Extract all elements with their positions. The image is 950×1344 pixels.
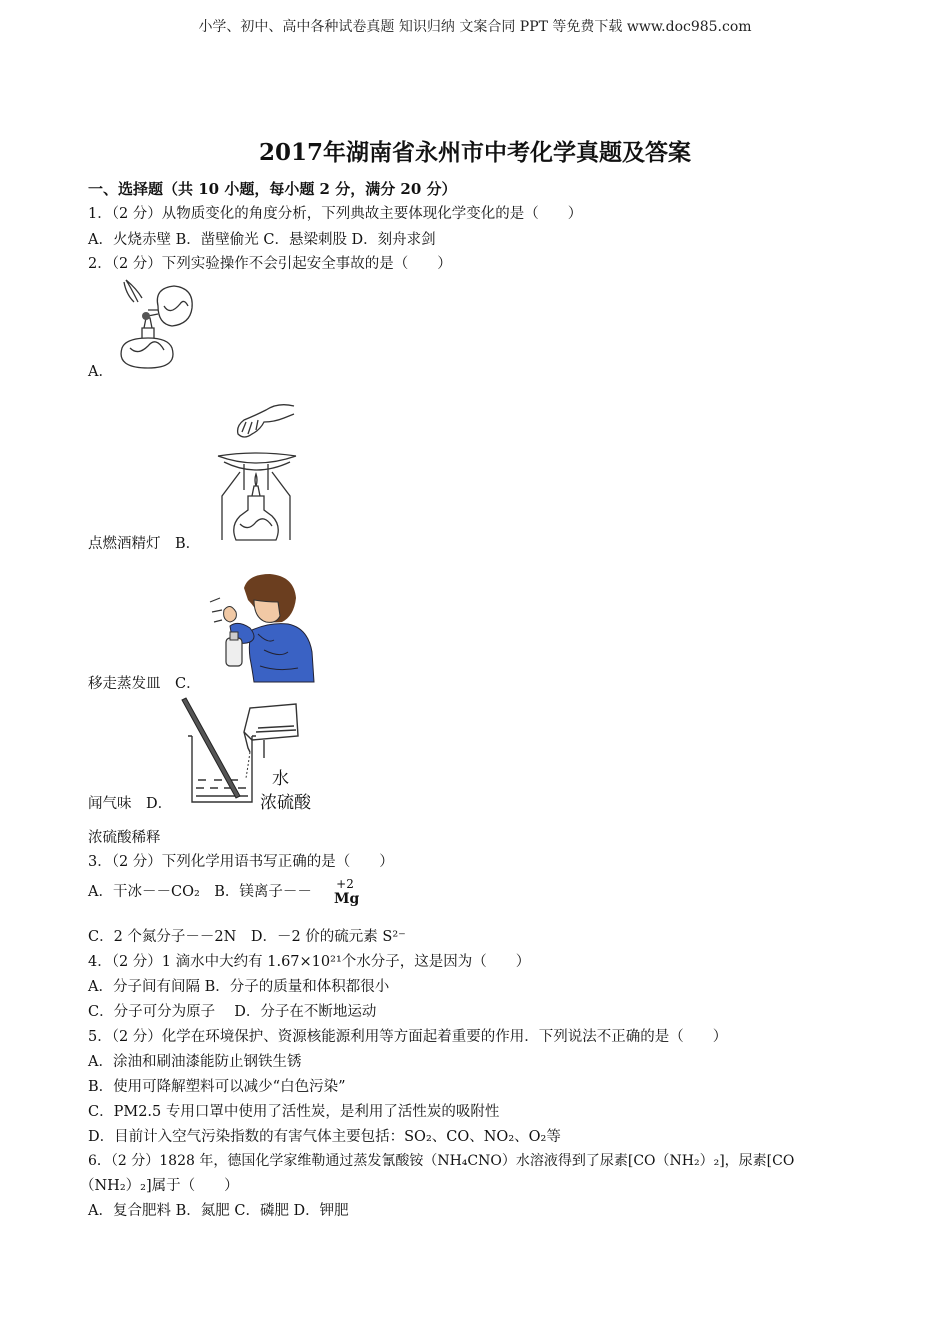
q2-option-a-label: A．: [88, 364, 113, 380]
q2-caption-b: 移走蒸发皿 C．: [88, 676, 201, 692]
section-heading: 一、选择题（共 10 小题，每小题 2 分，满分 20 分）: [88, 180, 457, 198]
q6-options: A．复合肥料 B．氮肥 C．磷肥 D．钾肥: [88, 1203, 349, 1219]
q5-stem: 5．（2 分）化学在环境保护、资源核能源利用等方面起着重要的作用．下列说法不正确的是（ ）: [88, 1029, 728, 1045]
q2-stem: 2．（2 分）下列实验操作不会引起安全事故的是（ ）: [88, 256, 452, 272]
mg-symbol: Mg: [334, 891, 360, 907]
acid-label: 浓硫酸: [260, 793, 311, 813]
q5-option-b: B．使用可降解塑料可以减少“白色污染”: [88, 1079, 346, 1095]
q2-caption-d: 浓硫酸稀释: [88, 830, 161, 846]
magnesium-ion-notation: [334, 877, 360, 907]
page-header: 小学、初中、高中各种试卷真题 知识归纳 文案合同 PPT 等免费下载 www.doc985.com: [198, 19, 752, 35]
page-title: 2017年湖南省永州市中考化学真题及答案: [258, 139, 691, 166]
q6-stem-line1: 6．（2 分）1828 年，德国化学家维勒通过蒸发氰酸铵（NH₄CNO）水溶液得到了尿素[CO（NH₂）₂]，尿素[CO: [88, 1153, 795, 1169]
q3-line2: C．2 个氮分子－－2N D．－2 价的硫元素 S²⁻: [88, 929, 406, 945]
q4-line2: C．分子可分为原子 D．分子在不断地运动: [88, 1004, 377, 1020]
smelling-gas-figure: [208, 572, 316, 684]
alcohol-lamp-lighting-figure: [108, 276, 200, 374]
q3-stem: 3．（2 分）下列化学用语书写正确的是（ ）: [88, 854, 394, 870]
q1-options: A．火烧赤壁 B．凿壁偷光 C．悬梁刺股 D．刻舟求剑: [88, 232, 436, 248]
q2-caption-a: 点燃酒精灯 B．: [88, 536, 201, 552]
q4-line1: A．分子间有间隔 B．分子的质量和体积都很小: [88, 979, 390, 995]
q1-stem: 1．（2 分）从物质变化的角度分析，下列典故主要体现化学变化的是（ ）: [88, 206, 583, 222]
q4-stem: 4．（2 分）1 滴水中大约有 1.67×10²¹个水分子，这是因为（ ）: [88, 954, 531, 970]
q5-option-a: A．涂油和刷油漆能防止钢铁生锈: [88, 1054, 302, 1070]
q5-option-c: C．PM2.5 专用口罩中使用了活性炭，是利用了活性炭的吸附性: [88, 1104, 500, 1120]
evaporating-dish-figure: [214, 400, 300, 548]
q5-option-d: D．目前计入空气污染指数的有害气体主要包括：SO₂、CO、NO₂、O₂等: [88, 1129, 561, 1145]
q3-line1: A．干冰－－CO₂ B．镁离子－－: [88, 884, 312, 900]
water-label: 水: [272, 769, 289, 789]
q6-stem-line2: （NH₂）₂]属于（ ）: [80, 1178, 239, 1194]
q2-caption-c: 闻气味 D．: [88, 796, 173, 812]
mg-charge: +2: [336, 877, 354, 891]
